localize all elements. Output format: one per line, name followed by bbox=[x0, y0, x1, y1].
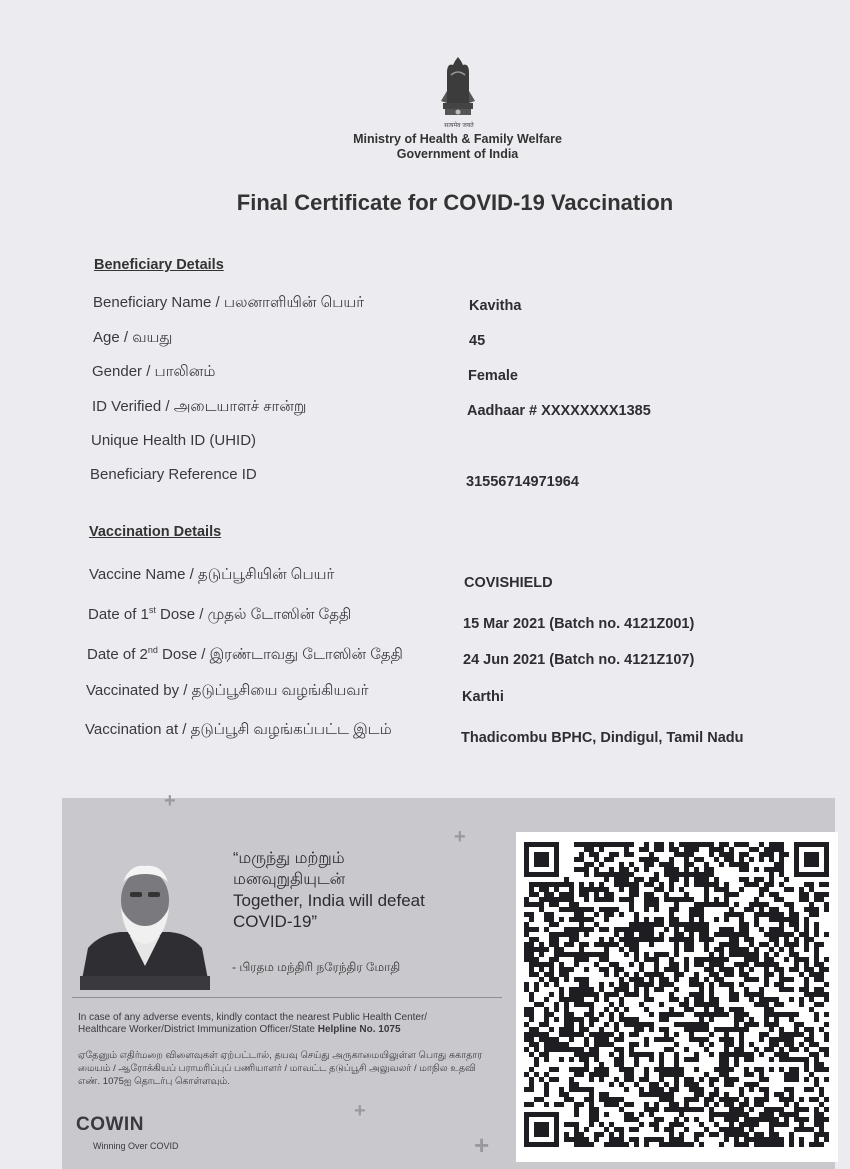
dose2-value: 24 Jun 2021 (Batch no. 4121Z107) bbox=[463, 652, 695, 668]
certificate-title: Final Certificate for COVID-19 Vaccination bbox=[236, 190, 674, 215]
vaccinated-by-label: Vaccinated by / தடுப்பூசியை வழங்கியவர் bbox=[86, 682, 369, 699]
vaccination-at-value: Thadicombu BPHC, Dindigul, Tamil Nadu bbox=[461, 730, 744, 746]
dose1-value: 15 Mar 2021 (Batch no. 4121Z001) bbox=[463, 616, 695, 632]
quote-english-line1: Together, India will defeat bbox=[233, 891, 425, 910]
age-label: Age / வயது bbox=[93, 329, 173, 346]
ministry-name bbox=[300, 132, 615, 162]
qr-code-container bbox=[516, 832, 838, 1162]
dose2-label-suffix: Dose / இரண்டாவது டோஸின் தேதி bbox=[157, 646, 403, 663]
qr-code-icon bbox=[516, 832, 838, 1162]
id-verified-label: ID Verified / அடையாளச் சான்று bbox=[92, 398, 307, 415]
pm-portrait-icon bbox=[80, 856, 210, 990]
plus-decoration-icon: + bbox=[454, 826, 466, 848]
uhid-label: Unique Health ID (UHID) bbox=[91, 432, 257, 449]
age-value: 45 bbox=[469, 333, 486, 349]
government-line: Government of India bbox=[396, 147, 519, 161]
reference-id-label: Beneficiary Reference ID bbox=[90, 466, 257, 483]
gender-value: Female bbox=[468, 368, 518, 384]
cowin-tagline: Winning Over COVID bbox=[93, 1141, 179, 1151]
id-verified-value: Aadhaar # XXXXXXXX1385 bbox=[467, 403, 651, 419]
vaccinated-by-value: Karthi bbox=[462, 689, 504, 705]
adverse-events-notice-tamil: ஏதேனும் எதிர்மறை விளைவுகள் ஏற்பட்டால், தயவு செய்து அருகாமையிலுள்ள பொது சுகாதார மையம் / ஆரோக்கியப் பராமரிப்புப் பணியாளர் / மாவட்ட தடுப்பூசி அலுவலர் / மாநில உதவி எண். 1075ஐ தொடர்பு கொள்ளவும். bbox=[78, 1050, 483, 1087]
beneficiary-heading: Beneficiary Details bbox=[94, 257, 224, 273]
dose1-label-prefix: Date of 1 bbox=[88, 606, 149, 623]
dose2-label bbox=[87, 645, 403, 665]
gender-label: Gender / பாலினம் bbox=[92, 363, 216, 380]
beneficiary-name-value: Kavitha bbox=[469, 298, 522, 314]
reference-id-value: 31556714971964 bbox=[466, 474, 579, 490]
vaccination-at-label: Vaccination at / தடுப்பூசி வழங்கப்பட்ட இடம் bbox=[85, 721, 392, 738]
ministry-line: Ministry of Health & Family Welfare bbox=[353, 132, 562, 146]
plus-decoration-icon: + bbox=[474, 1130, 490, 1160]
quote-tamil-line2: மனவுறுதியுடன் bbox=[233, 871, 346, 888]
plus-decoration-icon: + bbox=[164, 790, 176, 812]
helpline-number: Helpline No. 1075 bbox=[317, 1024, 401, 1035]
dose1-label-sup: st bbox=[148, 605, 156, 615]
quote-attribution: - பிரதம மந்திரி நரேந்திர மோதி bbox=[232, 960, 401, 974]
national-emblem-icon bbox=[433, 50, 483, 130]
vaccine-name-value: COVISHIELD bbox=[464, 575, 553, 591]
beneficiary-name-label: Beneficiary Name / பலனாளியின் பெயர் bbox=[93, 294, 365, 311]
vaccination-heading: Vaccination Details bbox=[89, 524, 222, 540]
banner-divider bbox=[72, 997, 502, 998]
plus-decoration-icon: + bbox=[354, 1100, 366, 1122]
dose1-label bbox=[88, 605, 351, 625]
adverse-events-notice bbox=[78, 1012, 478, 1036]
quote-block bbox=[233, 848, 503, 932]
emblem-motto: सत्यमेव जयते bbox=[444, 122, 474, 129]
quote-tamil-line1: “மருந்து மற்றும் bbox=[233, 850, 345, 867]
cowin-logo: COWIN bbox=[76, 1114, 144, 1135]
dose1-label-suffix: Dose / முதல் டோஸின் தேதி bbox=[155, 606, 352, 623]
dose2-label-prefix: Date of 2 bbox=[87, 646, 148, 663]
quote-english-line2: COVID-19” bbox=[233, 912, 318, 931]
dose2-label-sup: nd bbox=[147, 645, 158, 655]
notice-english: In case of any adverse events, kindly contact the nearest Public Health Center/ Healthcare Worker/District Immunization Officer/State bbox=[78, 1012, 428, 1035]
vaccine-name-label: Vaccine Name / தடுப்பூசியின் பெயர் bbox=[89, 566, 335, 583]
